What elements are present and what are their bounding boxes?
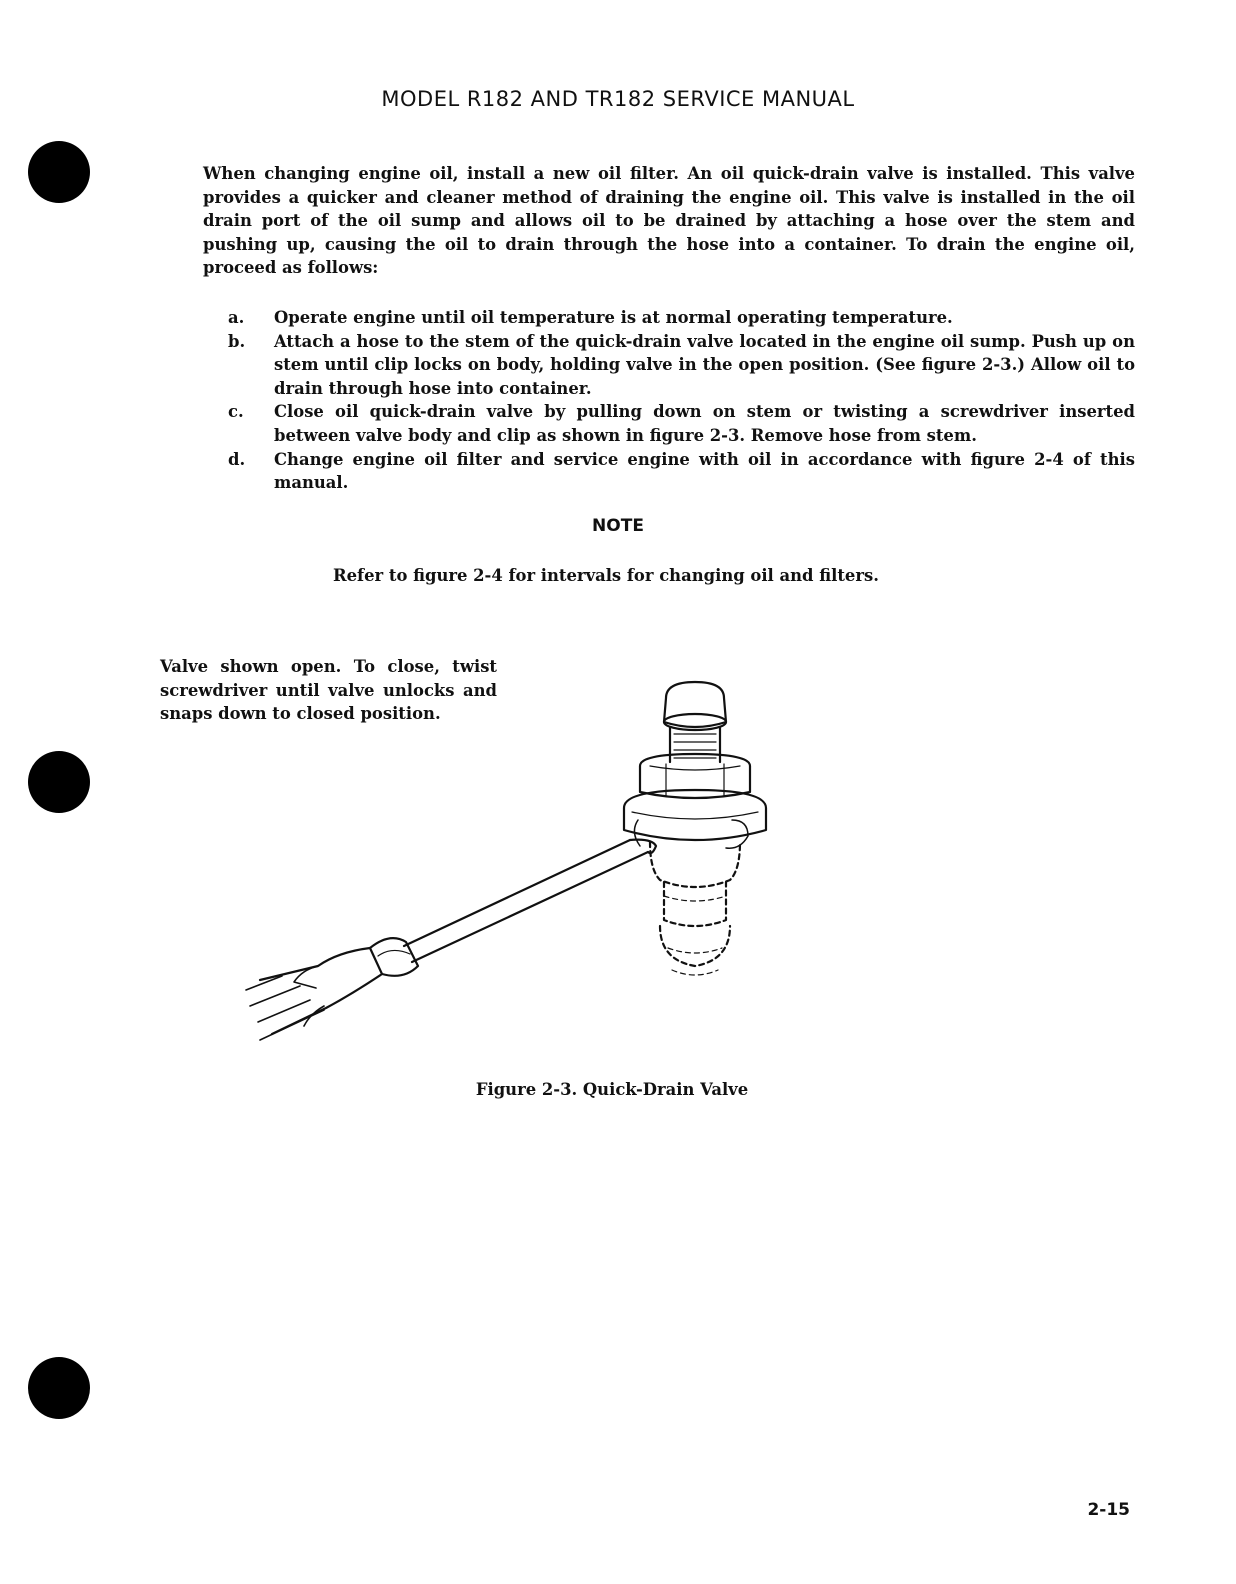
step-letter: c. xyxy=(228,402,244,422)
step-letter: b. xyxy=(228,331,246,351)
note-title: NOTE xyxy=(592,516,644,536)
procedure-steps xyxy=(228,306,1135,495)
step-text: Close oil quick-drain valve by pulling down on stem or twisting a screwdriver inserted between valve body and clip as shown in figure 2-3. Remove hose from stem. xyxy=(274,402,1135,445)
step-letter: d. xyxy=(228,449,246,469)
step-text: Attach a hose to the stem of the quick-drain valve located in the engine oil sump. Push up on stem until clip locks on body, holding valve in the open position. (See figure 2-3.) Allow oil to drain through hose into container. xyxy=(274,331,1135,398)
figure-caption: Figure 2-3. Quick-Drain Valve xyxy=(475,1080,749,1099)
step-item xyxy=(228,330,1135,401)
step-item xyxy=(228,306,1135,330)
step-letter: a. xyxy=(228,308,245,327)
quick-drain-valve-illustration xyxy=(220,670,800,1080)
step-item xyxy=(228,448,1135,495)
binder-hole xyxy=(28,1357,90,1419)
binder-hole xyxy=(28,751,90,813)
intro-paragraph: When changing engine oil, install a new oil filter. An oil quick-drain valve is installed. This valve provides a quicker and cleaner method of draining the engine oil. This valve is installed in the oil drain port of the oil sump and allows oil to be drained by attaching a hose over the stem and pushing up, causing the oil to drain through the hose into a container. To drain the engine oil, proceed as follows: xyxy=(203,164,1135,278)
step-item xyxy=(228,400,1135,447)
step-text: Operate engine until oil temperature is at normal operating temperature. xyxy=(274,308,953,327)
binder-hole xyxy=(28,141,90,203)
note-text: Refer to figure 2-4 for intervals for changing oil and filters. xyxy=(333,566,879,585)
figure-callout: Valve shown open. To close, twist screwdriver until valve unlocks and snaps down to closed position. xyxy=(160,657,497,724)
step-text: Change engine oil filter and service engine with oil in accordance with figure 2-4 of this manual. xyxy=(274,449,1135,493)
page-header: MODEL R182 AND TR182 SERVICE MANUAL xyxy=(381,87,855,111)
page-number: 2-15 xyxy=(1087,1500,1130,1520)
